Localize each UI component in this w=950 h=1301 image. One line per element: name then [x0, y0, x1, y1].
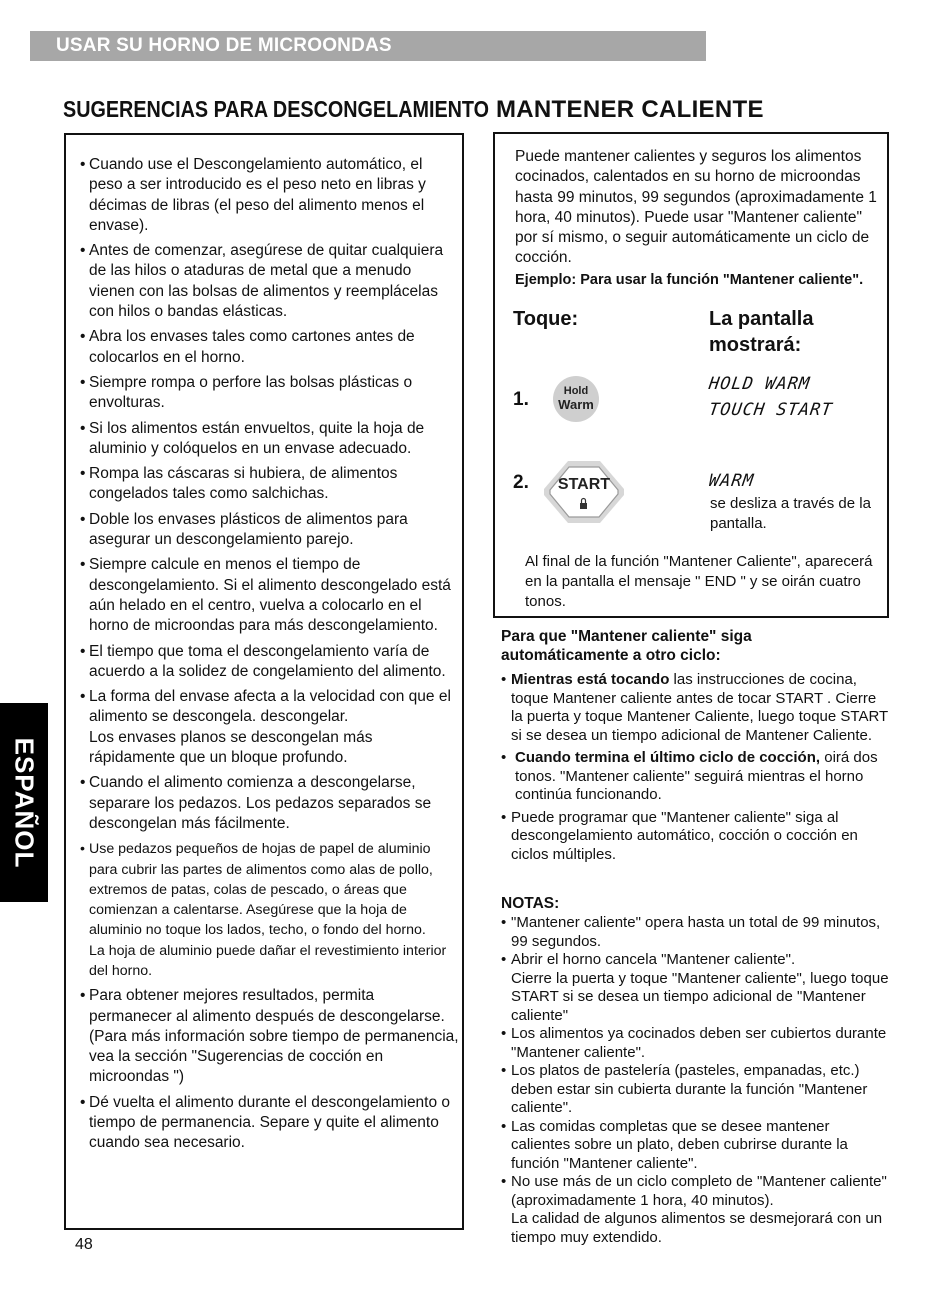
hold-warm-button-line: Hold — [563, 385, 589, 397]
list-item-line: La hoja de aluminio puede dañar el revestimiento interior del horno. — [89, 942, 447, 979]
step-2-number: 2. — [513, 472, 529, 493]
list-item: • Los alimentos ya cocinados deben ser cubiertos durante "Mantener caliente". — [501, 1025, 891, 1062]
defrost-tips-list — [80, 155, 460, 1159]
list-item — [501, 671, 891, 745]
step-1-number: 1. — [513, 389, 529, 410]
list-item-line: • Abrir el horno cancela "Mantener caliente". — [511, 951, 796, 968]
display-touch-start: TOUCH START — [707, 400, 834, 420]
list-item: • Los platos de pastelería (pasteles, empanadas, etc.) deben estar sin cubierta durante la función "Mantener caliente". — [501, 1062, 891, 1118]
list-item-bold: Cuando termina el último ciclo de cocción, — [515, 749, 821, 766]
list-item-line: Los envases planos se descongelan más rápidamente que un bloque profundo. — [89, 728, 373, 767]
defrost-tips-box — [64, 133, 464, 1230]
list-item: • Siempre calcule en menos el tiempo de descongelamiento. Si el alimento descongelado está aún helado en el centro, vuelva a colocarlo en el horno de microondas para más descongelamiento. — [80, 555, 460, 636]
start-button-label: START — [557, 476, 611, 493]
list-item-line: • La forma del envase afecta a la velocidad con que el alimento se descongela. descongelar. — [89, 688, 451, 726]
defrost-tips-heading: SUGERENCIAS PARA DESCONGELAMIENTO — [63, 96, 490, 122]
list-item-line: • No use más de un ciclo completo de "Mantener caliente" (aproximadamente 1 hora, 40 minutos). — [511, 1173, 887, 1209]
auto-follow-heading-line: automáticamente a otro ciclo: — [501, 646, 721, 664]
list-item: • El tiempo que toma el descongelamiento varía de acuerdo a la solidez de congelamiento del alimento. — [80, 642, 460, 683]
list-item-line: La calidad de algunos alimentos se desmejorará con un tiempo muy extendido. — [511, 1210, 883, 1246]
display-warm: WARM — [707, 471, 756, 491]
display-heading-line: mostrará: — [709, 334, 802, 356]
list-item: • Si los alimentos están envueltos, quite la hoja de aluminio y colóquelos en un envase adecuado. — [80, 419, 460, 460]
notes-list — [501, 914, 891, 1247]
end-message-note: Al final de la función "Mantener Caliente", aparecerá en la pantalla el mensaje " END " y se oirán cuatro tonos. — [525, 553, 873, 610]
list-item-bold: Mientras está tocando — [511, 671, 670, 688]
display-column-heading — [709, 306, 813, 358]
hold-warm-intro: Puede mantener calientes y seguros los alimentos cocinados, calentados en su horno de microondas hasta 99 minutos, 99 segundos (aproximadamente 1 hora, 40 minutos). Puede usar "Mantener caliente" por sí mismo, o seguir automáticamente un ciclo de cocción. — [515, 148, 877, 267]
hold-warm-button-line: Warm — [558, 397, 594, 412]
list-item — [501, 1173, 891, 1247]
list-item-line: • Use pedazos pequeños de hojas de papel de aluminio para cubrir las partes de alimentos como alas de pollo, extremos de patas, colas de pescado, o áreas que comienzan a calentarse. Asegúrese que la hoja de aluminio no toque los lados, techo, o fondo del horno. — [89, 841, 433, 939]
display-heading-line: La pantalla — [709, 308, 814, 330]
list-item: • Cuando use el Descongelamiento automático, el peso a ser introducido es el peso neto en libras y décimas de libras (el peso del alimento menos el envase). — [80, 155, 460, 236]
list-item — [80, 839, 460, 981]
display-hold-warm: HOLD WARM — [707, 374, 812, 394]
auto-follow-heading-line: Para que "Mantener caliente" siga — [501, 628, 752, 645]
list-item: • Antes de comenzar, asegúrese de quitar cualquiera de las hilos o ataduras de metal que a menudo vienen con las bolsas de alimentos y reemplácelas con hilos o bandas elásticas. — [80, 241, 460, 322]
list-item: • Rompa las cáscaras si hubiera, de alimentos congelados tales como salchichas. — [80, 464, 460, 505]
list-item: • Para obtener mejores resultados, permita permanecer al alimento después de descongelarse. (Para más información sobre tiempo de permanencia, vea la sección "Sugerencias de cocción en microondas ") — [80, 986, 460, 1087]
notes-heading: NOTAS: — [501, 895, 560, 912]
section-banner: USAR SU HORNO DE MICROONDAS — [30, 31, 706, 61]
list-item — [501, 951, 891, 1025]
list-item — [80, 687, 460, 768]
list-item: • Puede programar que "Mantener caliente" siga al descongelamiento automático, cocción o cocción en ciclos múltiples. — [501, 809, 891, 865]
auto-follow-heading — [501, 628, 752, 665]
touch-column-heading: Toque: — [513, 308, 579, 330]
list-item: • Las comidas completas que se desee mantener calientes sobre un plato, deben cubrirse durante la función "Mantener caliente". — [501, 1118, 891, 1174]
list-item — [501, 749, 891, 805]
list-item: • Siempre rompa o perfore las bolsas plásticas o envolturas. — [80, 373, 460, 414]
list-item: • "Mantener caliente" opera hasta un total de 99 minutos, 99 segundos. — [501, 914, 891, 951]
language-tab — [0, 703, 48, 902]
list-item: • Doble los envases plásticos de alimentos para asegurar un descongelamiento parejo. — [80, 510, 460, 551]
example-title: Ejemplo: Para usar la función "Mantener caliente". — [515, 272, 864, 288]
list-item-text: las instrucciones de cocina, toque Mantener caliente antes de tocar START . Cierre la puerta y toque Mantener Caliente, luego toque START si se desea un tiempo adicional de Mantener Caliente. — [511, 671, 888, 744]
list-item-text: oirá dos tonos. "Mantener caliente" seguirá mientras el horno continúa funcionando. — [515, 749, 878, 803]
auto-follow-list — [501, 671, 891, 868]
list-item: • Cuando el alimento comienza a descongelarse, separare los pedazos. Los pedazos separados se descongelan más fácilmente. — [80, 773, 460, 834]
start-button[interactable] — [542, 459, 626, 525]
hold-warm-box — [493, 132, 889, 618]
hold-warm-button[interactable] — [553, 376, 599, 422]
list-item: • Dé vuelta el alimento durante el descongelamiento o tiempo de permanencia. Separe y quite el alimento cuando sea necesario. — [80, 1093, 460, 1154]
language-tab-label: ESPAÑOL — [9, 737, 40, 868]
display-scroll-note: se desliza a través de la pantalla. — [710, 495, 871, 532]
list-item-line: Cierre la puerta y toque "Mantener caliente", luego toque START si se desea un tiempo adicional de "Mantener caliente" — [511, 969, 889, 1024]
list-item: • Abra los envases tales como cartones antes de colocarlos en el horno. — [80, 327, 460, 368]
hold-warm-heading: MANTENER CALIENTE — [496, 96, 764, 123]
page-number: 48 — [75, 1236, 93, 1253]
